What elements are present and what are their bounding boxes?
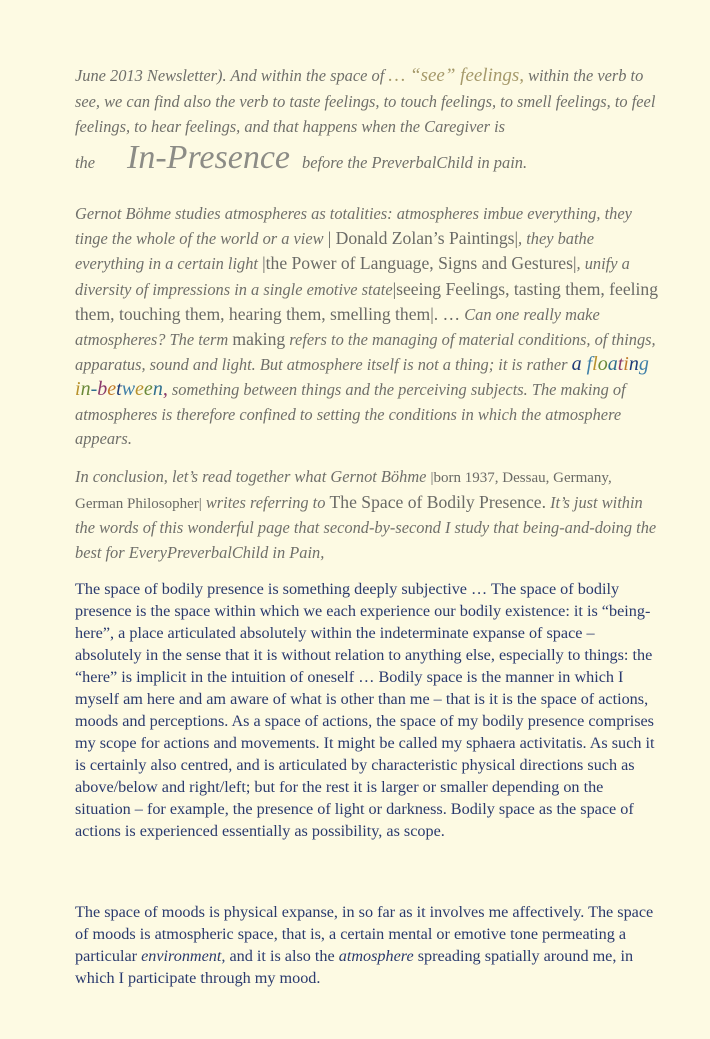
in-presence-heading: In-Presence <box>127 138 291 176</box>
paragraph-see-feelings: June 2013 Newsletter). And within the space of … “see” feelings, within the verb to see, we can find also the verb to taste feelings, to touch feelings, to smell feelings, to feel feelings, to hear feelings, and that happens when the Caregiver is the In-Presence before the PreverbalChild in pain. <box>75 65 656 176</box>
floating-in-between: a floating in-between, <box>75 353 649 401</box>
quote-bodily-presence: The space of bodily presence is something deeply subjective … The space of bodily presence is the space within which we each experience our bodily existence: it is “being-here”, a place articulated absolutely within the indeterminate expanse of space – absolutely in the sense that it is without relation to anything else, especially to things: the “here” is implicit in the intuition of oneself … Bodily space is the manner in which I myself am here and am aware of what is other than me – that is it is the space of actions, moods and perceptions. As a space of actions, the space of my bodily presence comprises my scope for actions and movements. It might be called my sphaera activitatis. As such it is certainly also centred, and is articulated by characteristic physical directions such as above/below and right/left; but for the rest it is larger or smaller depending on the situation – for example, the presence of light or darkness. Bodily space as the space of actions is experienced essentially as possibility, as scope. <box>75 580 655 840</box>
quote-space-of-moods: The space of moods is physical expanse, in so far as it involves me affectively. The space of moods is atmospheric space, that is, a certain mental or emotive tone permeating a particular environment, and it is also the atmosphere spreading spatially around me, in which I participate through my mood. <box>75 903 654 987</box>
paragraph-conclusion: In conclusion, let’s read together what Gernot Böhme |born 1937, Dessau, Germany, German Philosopher| writes referring to The Space of Bodily Presence. It’s just within the words of this wonderful page that second-by-second I study that being-and-doing the best for EveryPreverbalChild in Pain, <box>75 467 657 562</box>
paragraph-atmospheres: Gernot Böhme studies atmospheres as totalities: atmospheres imbue everything, they tinge the whole of the world or a view | Donald Zolan’s Paintings|, they bathe everything in a certain light |the Power of Language, Signs and Gestures|, unify a diversity of impressions in a single emotive state|seeing Feelings, tasting them, feeling them, touching them, hearing them, smelling them|. … Can one really make atmospheres? The term making refers to the managing of material conditions, of things, apparatus, sound and light. But atmosphere itself is not a thing; it is rather a floating in-between, something between things and the perceiving subjects. The making of atmospheres is therefore confined to setting the conditions in which the atmosphere appears. <box>75 204 659 448</box>
see-feelings-phrase: … “see” feelings, <box>388 65 525 86</box>
